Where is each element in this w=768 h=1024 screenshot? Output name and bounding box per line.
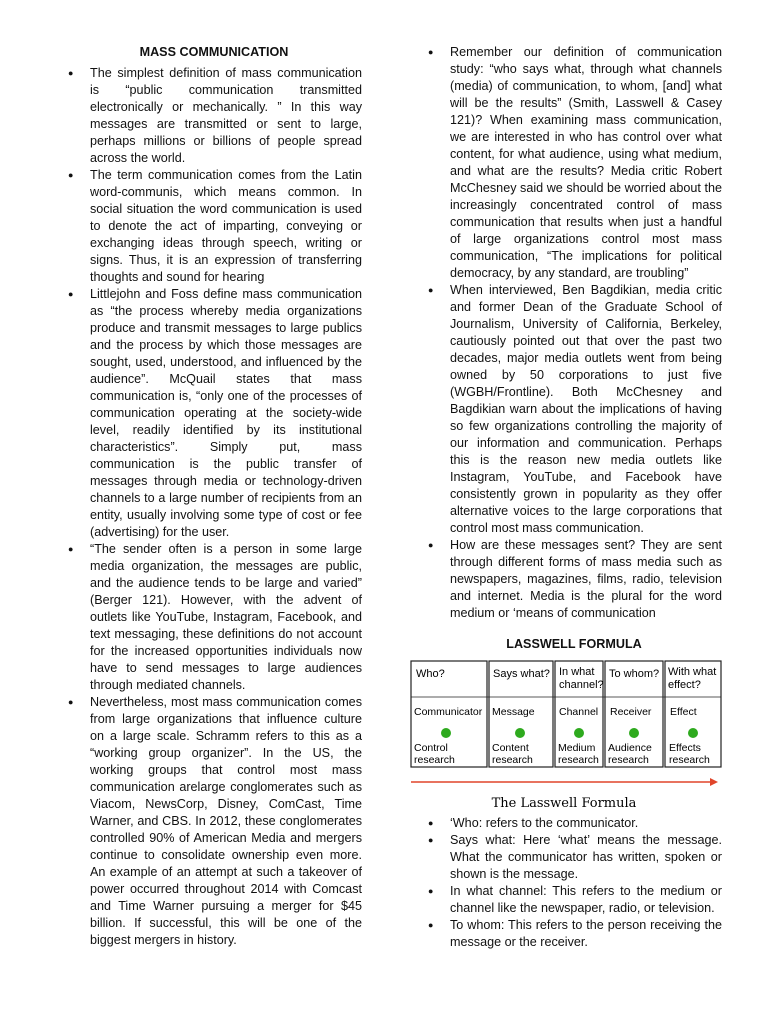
question-channel: channel? — [559, 679, 604, 691]
list-item: ● Says what: Here ‘what’ means the message. What the communicator has written, spoken or shown is the message. — [426, 832, 722, 883]
research-content-2: research — [492, 754, 533, 766]
right-bullet-list — [426, 44, 722, 622]
research-medium-2: research — [558, 754, 599, 766]
question-in-what: In what — [559, 666, 595, 678]
component-effect: Effect — [670, 706, 697, 718]
list-item: ● Littlejohn and Foss define mass communication as “the process whereby media organizations produce and transmit messages to large publics and the process by which those messages are sought, used, understood, and influenced by the audience”. McQuail states that mass communication is, “only one of the processes of communication operating at the society-wide level, readily identified by its institutional characteristics”. Simply put, mass communication is the public transfer of messages through media or technology-driven channels to a large number of recipients from an entity, usually involving some type of cost or fee (advertising) for the user. — [66, 286, 362, 541]
indicator-dot — [688, 728, 698, 738]
list-item: ● The simplest definition of mass communication is “public communication transmitted electronically or mechanically. ” In this way messages are transmitted or sent to large, perhaps millions or billions of people spread across the world. — [66, 65, 362, 167]
question-to-whom: To whom? — [609, 668, 660, 680]
left-bullet-list — [66, 65, 362, 949]
research-control-2: research — [414, 754, 455, 766]
research-content-1: Content — [492, 742, 529, 754]
component-communicator: Communicator — [414, 706, 483, 718]
component-message: Message — [492, 706, 535, 718]
left-column — [66, 44, 362, 949]
list-item: ● How are these messages sent? They are sent through different forms of mass media such as newspapers, magazines, films, radio, television and internet. Media is the plural for the word medium or ‘means of communication — [426, 537, 722, 622]
indicator-dot — [441, 728, 451, 738]
research-effects-1: Effects — [669, 742, 701, 754]
research-medium-1: Medium — [558, 742, 596, 754]
lasswell-diagram-svg — [410, 659, 722, 819]
list-item: ● “The sender often is a person in some large media organization, the messages are public, and the audience tends to be large and varied” (Berger 121). However, with the advent of outlets like YouTube, Instagram, Facebook, and text messaging, these definitions do not account for the increased opportunities individuals now have to send messages to large audiences through mediated channels. — [66, 541, 362, 694]
indicator-dot — [629, 728, 639, 738]
diagram-caption: The Lasswell Formula — [491, 796, 637, 811]
list-item: ● To whom: This refers to the person receiving the message or the receiver. — [426, 917, 722, 951]
list-item: ● Nevertheless, most mass communication comes from large organizations that influence culture on a large scale. Schramm refers to this as a “working group organizer”. In the US, the working groups that control most mass communication arelarge conglomerates such as Viacom, NewsCorp, Disney, ComCast, Time Warner, and CBS. In 2012, these conglomerates controlled 90% of American Media and mergers continue to consolidate ownership even more. An example of an attempt at such a takeover of power occurred throughout 2014 with Comcast and Time Warner pursuing a merger for $45 billion. If successful, this will be one of the biggest mergers in history. — [66, 694, 362, 949]
right-column — [414, 44, 722, 951]
list-item: ● ‘Who: refers to the communicator. — [426, 815, 722, 832]
list-item: ● The term communication comes from the Latin word-communis, which means common. In social situation the word communication is used to denote the act of imparting, conveying or exchanging ideas through speech, writing or signs. Thus, it is an expression of transferring thoughts and sound for hearing — [66, 167, 362, 286]
research-effects-2: research — [669, 754, 710, 766]
research-audience-2: research — [608, 754, 649, 766]
lasswell-bullet-list — [426, 815, 722, 951]
lasswell-diagram — [410, 659, 722, 819]
figure-title: LASSWELL FORMULA — [506, 637, 642, 651]
list-item: ● When interviewed, Ben Bagdikian, media critic and former Dean of the Graduate School of Journalism, University of California, Berkeley, cautiously pointed out that over the past two decades, major media outlets went from being owned by 50 corporations to just five (WGBH/Frontline). Both McChesney and Bagdikian warn about the implications of having so few organizations controlling the majority of our information and communication. Perhaps this is the reason new media outlets like Instagram, YouTube, and Facebook have consistently grown in popularity as they offer alternative voices to the large corporations that control most mass communication. — [426, 282, 722, 537]
list-item: ● In what channel: This refers to the medium or channel like the newspaper, radio, or television. — [426, 883, 722, 917]
question-with-what: With what — [668, 666, 717, 678]
component-channel: Channel — [559, 706, 599, 718]
section-title: MASS COMMUNICATION — [139, 45, 289, 59]
question-effect: effect? — [668, 679, 701, 691]
indicator-dot — [515, 728, 525, 738]
flow-arrow-head — [710, 778, 718, 786]
indicator-dot — [574, 728, 584, 738]
question-who: Who? — [416, 668, 445, 680]
question-says-what: Says what? — [493, 668, 550, 680]
component-receiver: Receiver — [610, 706, 652, 718]
research-control-1: Control — [414, 742, 448, 754]
research-audience-1: Audience — [608, 742, 652, 754]
list-item: ● Remember our definition of communication study: “who says what, through what channels (media) of communication, to whom, [and] what will be the results” (Smith, Lasswell & Casey 121)? When examining mass communication, we are interested in who has control over what content, for what audience, using what medium, and what are the results? Media critic Robert McChesney said we should be worried about the increasingly concentrated control of mass communication that results when just a handful of large organizations control most mass communication, “The implications for political democracy, by any standard, are troubling” — [426, 44, 722, 282]
